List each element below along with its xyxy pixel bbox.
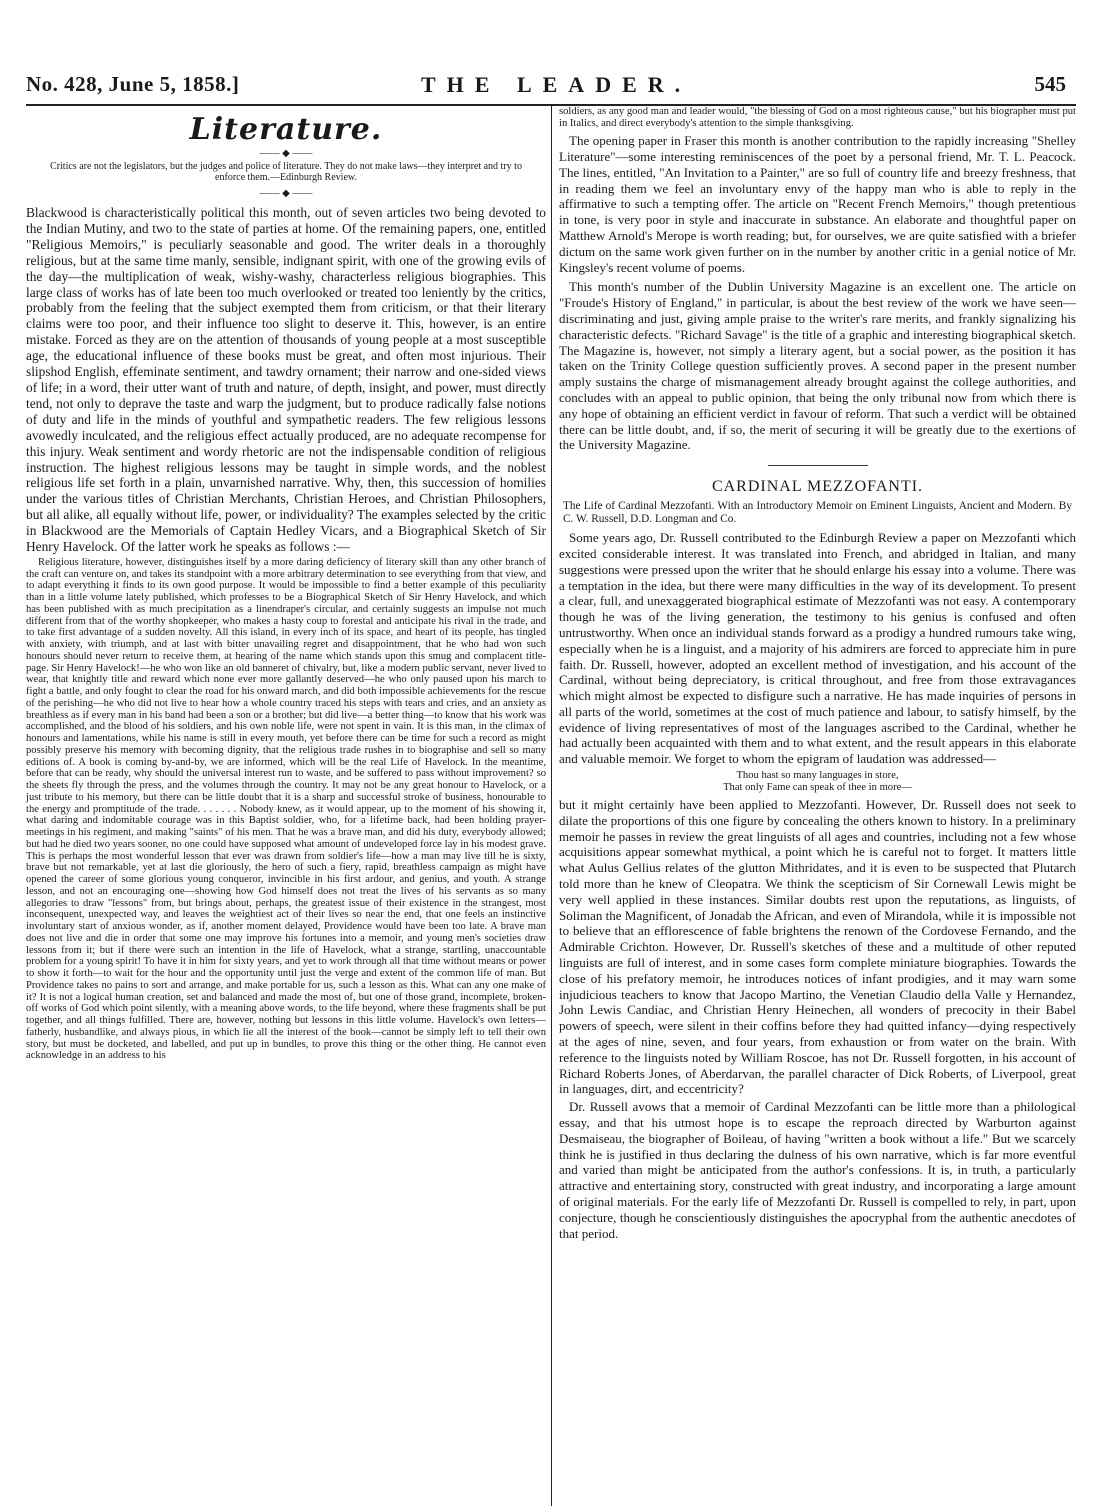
newspaper-title: THE LEADER.	[421, 72, 692, 97]
verse-quote	[559, 770, 1076, 794]
fraser-paragraph: The opening paper in Fraser this month is another contribution to the rapidly increasing "Shelley Literature"—some interesting reminiscences of the poet by a personal friend, Mr. T. L. Peacock. The lines, entitled, "An Invitation to a Painter," are so full of country life and breezy freshness, that in reading them we feel an involuntary envy of the happy man who is able to reply in the affirmative to such a tempting offer. The article on "Recent French Memoirs," though pretentious in tone, is very poor in style and inaccurate in substance. An elaborate and thoughtful paper on Matthew Arnold's Merope is worth reading; but, for ourselves, we are quite satisfied with a briefer dictum on the same work given further on in the number by another critic in a genial notice of Mr. Kingsley's recent volume of poems.	[559, 133, 1076, 275]
column-rule	[551, 106, 552, 1506]
dublin-paragraph: This month's number of the Dublin University Magazine is an excellent one. The article on "Froude's History of England," in particular, is about the best review of the work we have seen—discriminating and just, giving ample praise to the writer's rare merits, and frankly signalizing his characteristic defects. "Richard Savage" is the title of a graphic and interesting biographical sketch. The Magazine is, however, not simply a literary agent, but a social power, as the position it has taken on the Trinity College question sufficiently proves. A second paper in the present number amply sustains the charge of mismanagement already brought against the college authorities, and concludes with an appeal to public opinion, that being the only tribunal now from which there is any hope of obtaining an efficient verdict in favour of reform. That such a verdict will be obtained there can be little doubt, and, if so, the merit of securing it will be greatly due to the exertions of the University Magazine.	[559, 279, 1076, 453]
ornament-bottom: —— ◆ ——	[259, 188, 313, 199]
continuation-text: soldiers, as any good man and leader would, "the blessing of God on a most righteous cause," but his biographer must put in Italics, and direct everybody's attention to the simple thanksgiving.	[559, 106, 1076, 129]
blackwood-paragraph: Blackwood is characteristically political this month, out of seven articles two being devoted to the Indian Mutiny, and two to the state of parties at home. Of the remaining papers, one, entitled "Religious Memoirs," is peculiarly seasonable and good. The writer deals in a thoroughly religious, but at the same time manly, sensible, indignant spirit, with one of the growing evils of the day—the multiplication of weak, wishy-washy, characterless religious biographies. This large class of works has of late been too much overlooked or treated too leniently by the critics, probably from the feeling that the subject exempted them from criticism, or that their literary claims were too poor, and their influence too slight to deserve it. This, however, is an entire mistake. Forced as they are on the attention of thousands of young people at a most susceptible age, the educational influence of these books must be great, and often most injurious. Their slipshod English, effeminate sentiment, and tawdry ornament; their narrow and one-sided views of life; in a word, their utter want of truth and nature, of depth, insight, and power, must directly tend, not only to deprave the taste and warp the judgment, but to produce radically false notions of duty and life in the minds of youthful and sympathetic readers. The few religious lessons avowedly inculcated, and the religious effect actually produced, are no adequate recompense for this injury. Weak sentiment and wordy rhetoric are not the indispensable condition of religious instruction. The highest religious lessons may be taught in simple words, and the noblest religious life set forth in a plain, unvarnished narrative. Why, then, this succession of homilies under the various titles of Christian Merchants, Christian Heroes, and Christian Philosophers, but all alike, all equally without life, power, or individuality? The examples selected by the critic in Blackwood are the Memorials of Captain Hedley Vicars, and a Biographical Sketch of Sir Henry Havelock. Of the latter work he speaks as follows :—	[26, 205, 546, 555]
right-column	[559, 106, 1076, 1241]
article-title: CARDINAL MEZZOFANTI.	[711, 478, 924, 496]
mezzofanti-paragraph-2: but it might certainly have been applied to Mezzofanti. However, Dr. Russell does not seek to dilate the proportions of this one figure by concealing the others known to history. In a preliminary memoir he passes in review the great linguists of all ages and countries, including not a few whose acquisitions appear somewhat mythical, a point which he is careful not to forget. It matters little what Aulus Gellius relates of the glutton Mithridates, and it is even to be suspected that Plutarch told more than he knew of Cleopatra. We think the scepticism of Sir Cornewall Lewis might be very well applied in these instances. Similar doubts rest upon the reputations, as linguists, of Soliman the Magnificent, of Jonadab the African, and even of Mirandola, while it is impossible not to believe that an efflorescence of fable brightens the renown of the Cordovese Fernando, and the Admirable Crichton. However, Dr. Russell's sketches of these and a multitude of other reputed linguists are full of interest, and in some cases form complete miniature biographies. Towards the close of his prefatory memoir, he introduces notices of infant prodigies, and it may warn some injudicious teachers to know that Jacopo Martino, the Venetian Claudio della Valle y Hernandez, John Lewis Candiac, and Christian Henry Heinechen, all wonders of precocity in their Babel powers of speech, were silent in their coffins before they had quitted infancy—dying respectively at the ages of nine, seven, and four years, from exhaustion or from water on the brain. With reference to the linguists noted by William Roscoe, has not Dr. Russell forgotten, in his account of Richard Roberts Jones, of Aberdarvan, the parallel character of Dick Roberts, of Liverpool, great in languages, dirt, and eccentricity?	[559, 797, 1076, 1097]
masthead	[26, 72, 1076, 106]
section-title: Literature.	[189, 112, 383, 147]
epigraph: Critics are not the legislators, but the judges and police of literature. They do not make laws—they interpret and try to enforce them.—Edinburgh Review.	[50, 161, 522, 183]
article-divider	[768, 465, 868, 466]
mezzofanti-paragraph-3: Dr. Russell avows that a memoir of Cardinal Mezzofanti can be little more than a philological essay, and that his utmost hope is to escape the reproach directed by Warburton against Desmaiseau, the biographer of Boileau, of having "written a book without a life." But we scarcely think he is justified in thus declaring the dulness of his own narrative, which is far more eventful and varied than might be anticipated from the author's confessions. It is, in truth, a particularly attractive and entertaining story, constructed with great industry, and incorporating a large amount of original materials. For the early life of Mezzofanti Dr. Russell is compelled to rely, in part, upon conjecture, though he conscientiously distinguishes the apocryphal from the authentic anecdotes of that period.	[559, 1099, 1076, 1241]
left-column	[26, 106, 546, 1062]
issue-date: No. 428, June 5, 1858.]	[26, 72, 240, 96]
ornament-top: —— ◆ ——	[259, 148, 313, 159]
verse-line-2: That only Fame can speak of thee in more—	[723, 782, 912, 794]
book-citation: The Life of Cardinal Mezzofanti. With an Introductory Memoir on Eminent Linguists, Ancient and Modern. By C. W. Russell, D.D. Longman and Co.	[563, 500, 1072, 526]
page-number: 545	[1034, 72, 1066, 96]
mezzofanti-paragraph-1: Some years ago, Dr. Russell contributed to the Edinburgh Review a paper on Mezzofanti which excited considerable interest. It was translated into French, and abridged in Italian, and many suggestions were pressed upon the writer that he should enlarge his essay into a volume. There was a temptation in the idea, but there were many difficulties in the way of its development. To present a clear, full, and unexaggerated biographical estimate of Mezzofanti was not easy. A contemporary though he was of the living generation, the testimony to his genius is confused and often untrustworthy. When once an individual stands forward as a prodigy a hundred rumours take wing, especially when he is a linguist, and a majority of his admirers are forced to appreciate him in pure faith. Dr. Russell, however, adopted an excellent method of investigation, and his account of the Cardinal, without being depreciatory, is critical throughout, and free from those extravagances which might almost be expected to disfigure such a narrative. He has made inquiries of persons in all parts of the world, sometimes at the cost of much patience and labour, to satisfy himself, by the evidence of living representatives of most of the languages ascribed to the Cardinal, whether he had actually been acquainted with them and to what extent, and the result appears in this elaborate and valuable memoir. We forget to whom the epigram of laudation was addressed—	[559, 530, 1076, 767]
verse-line-1: Thou hast so many languages in store,	[736, 770, 899, 782]
havelock-quote: Religious literature, however, distinguishes itself by a more daring deficiency of literary skill than any other branch of the craft can venture on, and takes its standpoint with a more arbitrary determination to see everything from that view, and to adapt everything it finds to its own good purpose. It would be impossible to find a better example of this peculiarity than in a little volume lately published, which professes to be a Biographical Sketch of Sir Henry Havelock, and which has been published with as much precipitation as a linendraper's circular, and certainly suggests an impulse not much different from that of the worthy shopkeeper, who makes a hasty coup to forestal and anticipate his rival in the trade, and to take first advantage of a sudden novelty. All this island, in every inch of its space, and heart of its people, has tingled with anxiety, with triumph, and at last with bitter unavailing regret and disappointment, that he who had won such honours should never return to receive them, at hearing of the name which stands upon this smug and complacent title-page. Sir Henry Havelock!—he who won like an old banneret of chivalry, but, like a modern public servant, never lived to wear, that knightly title and reward which none ever more gallantly deserved—he who only paused upon his march to fight a battle, and only fought to clear the road for his onward march, and did both impossible achievements for the rescue of the perishing—he who did not live to hear how a whole country traced his steps with tears and cries, and an anxiety as breathless as if every man in his band had been a son or a brother; but did live—a better thing—to know that his work was accomplished, and the blood of his soldiers, and his own noble life, were not spent in vain. It is this man, in the climax of honours and lamentations, while his name is still in every mouth, yet before there can be time for such a record as might possibly preserve his memory with becoming dignity, that the religious trade rushes in to biographise and sell so many editions of. A book is coming by-and-by, we are informed, which will be the real Life of Havelock. In the meantime, before that can be ready, why should the universal interest run to waste, and be suffered to pass without improvement? so the sheets fly through the press, and the volumes through the country. It may not be any great honour to Havelock, or a just tribute to his memory, but there can be little doubt that it is a sharp and successful stroke of business, honourable to the energy and promptitude of the trade. . . . . . . Nobody knew, as it would appear, up to the moment of his showing it, what daring and indomitable courage was in this Baptist soldier, who, for a lifetime back, had been holding prayer-meetings in his regiment, and making "saints" of his men. That he was a brave man, and did his duty, everybody allowed; but had he died two years sooner, no one could have supposed what amount of undeveloped force lay in his modest grave. This is perhaps the most wonderful lesson that ever was drawn from soldier's life—how a man may live till he is sixty, brave but not remarkable, yet at last die gloriously, the hero of such a fiery, rapid, breathless campaign as might have opened the career of some glorious young conqueror, invincible in his first ardour, and genius, and youth. A strange lesson, and not an encouraging one—showing how God himself does not treat the lives of his servants as so many allegories to draw "lessons" from, but brings about, perhaps, the greatest issue of their existence in the strangest, most inconsequent, unexpected way, and leaves the weightiest act of their lives so near the end, that one feels an instinctive involuntary start of anxious wonder, as if, another moment delayed, Providence would have been too late. A brave man does not live and die in order that some one may improve his fortunes into a memoir, and young men's societies draw lessons from it; but if there were such an intention in the life of Havelock, what a strange, startling, unaccountable problem for a young spirit! To have it in him for sixty years, and yet to work through all that time without means or power to show it forth—to wait for the hour and the opportunity until just the verge and extent of the common life of man. But Providence takes no pains to sort and arrange, and make portable for us, such a lesson as this. What can any one make of it? It is not a logical human creation, set and balanced and made the most of, but one of those grand, incomplete, broken-off works of God which point silently, with a meaning above words, to the life beyond, where these fragments shall be put together, and all things fulfilled. There are, however, nothing but lessons in this little volume. Havelock's own letters—fatherly, husbandlike, and always pious, in which lie all the interest of the book—cannot be simply left to tell their own story, but must be docketed, and labelled, and put up in bundles, to prove this thing or the other thing. He cannot even acknowledge in an address to his	[26, 556, 546, 1062]
